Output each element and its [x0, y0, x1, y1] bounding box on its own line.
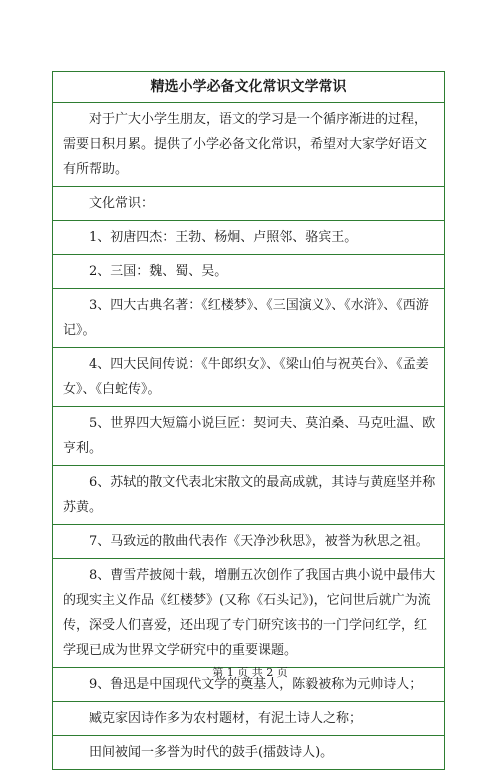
list-item: 9、鲁迅是中国现代文学的奠基人，陈毅被称为元帅诗人；: [53, 668, 444, 702]
page-number: 第 1 页 共 2 页: [212, 666, 288, 679]
list-item: 1、初唐四杰：王勃、杨炯、卢照邻、骆宾王。: [53, 221, 444, 255]
list-item: 臧克家因诗作多为农村题材，有泥土诗人之称；: [53, 702, 444, 736]
list-item: 田间被闻一多誉为时代的鼓手(擂鼓诗人)。: [53, 736, 444, 770]
list-item: 7、马致远的散曲代表作《天净沙秋思》，被誉为秋思之祖。: [53, 525, 444, 559]
intro-paragraph: 对于广大小学生朋友，语文的学习是一个循序渐进的过程，需要日积月累。提供了小学必备文化常识，希望对大家学好语文有所帮助。: [53, 103, 444, 187]
list-item: 3、四大古典名著：《红楼梦》、《三国演义》、《水浒》、《西游记》。: [53, 289, 444, 348]
list-item: 2、三国：魏、蜀、吴。: [53, 255, 444, 289]
list-item: 6、苏轼的散文代表北宋散文的最高成就，其诗与黄庭坚并称苏黄。: [53, 466, 444, 525]
list-item: 5、世界四大短篇小说巨匠：契诃夫、莫泊桑、马克吐温、欧亨利。: [53, 407, 444, 466]
document-title: 精选小学必备文化常识文学常识: [53, 72, 444, 103]
list-item: 4、四大民间传说：《牛郎织女》、《梁山伯与祝英台》、《孟姜女》、《白蛇传》。: [53, 348, 444, 407]
list-item: 8、曹雪芹披阅十载，增删五次创作了我国古典小说中最伟大的现实主义作品《红楼梦》(又称《石头记》)，它问世后就广为流传，深受人们喜爱，还出现了专门研究该书的一门学问红学，红学现已成为世界文学研究中的重要课题。: [53, 559, 444, 668]
section-heading: 文化常识：: [53, 187, 444, 221]
